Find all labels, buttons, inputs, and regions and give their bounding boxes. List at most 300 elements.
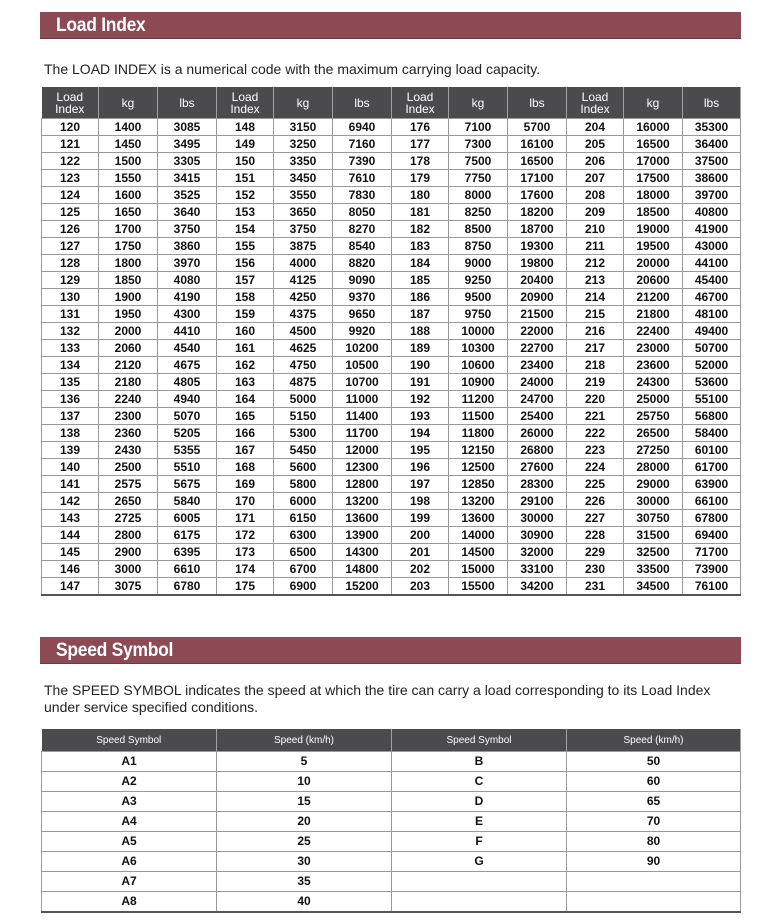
load-cell: 224: [567, 459, 624, 476]
load-cell: 5205: [158, 425, 217, 442]
load-cell: 28300: [508, 476, 567, 493]
load-cell: 180: [392, 187, 449, 204]
load-cell: 142: [42, 493, 99, 510]
load-cell: 3650: [274, 204, 333, 221]
load-cell: 6000: [274, 493, 333, 510]
load-cell: 127: [42, 238, 99, 255]
load-cell: 161: [217, 340, 274, 357]
speed-cell: A4: [42, 812, 217, 832]
speed-cell: 90: [567, 852, 741, 872]
speed-cell: A8: [42, 892, 217, 913]
load-cell: 19500: [624, 238, 683, 255]
load-cell: 5000: [274, 391, 333, 408]
load-cell: 7830: [333, 187, 392, 204]
load-cell: 5150: [274, 408, 333, 425]
load-cell: 8540: [333, 238, 392, 255]
load-cell: 32000: [508, 544, 567, 561]
load-cell: 20000: [624, 255, 683, 272]
load-cell: 8750: [449, 238, 508, 255]
load-cell: 26500: [624, 425, 683, 442]
load-cell: 4410: [158, 323, 217, 340]
load-cell: 24000: [508, 374, 567, 391]
load-cell: 26800: [508, 442, 567, 459]
load-cell: 7610: [333, 170, 392, 187]
load-cell: 130: [42, 289, 99, 306]
load-cell: 2180: [99, 374, 158, 391]
load-cell: 66100: [683, 493, 741, 510]
load-cell: 230: [567, 561, 624, 578]
load-cell: 14500: [449, 544, 508, 561]
speed-symbol-title: Speed Symbol: [56, 640, 174, 661]
load-cell: 29000: [624, 476, 683, 493]
load-cell: 4250: [274, 289, 333, 306]
load-cell: 49400: [683, 323, 741, 340]
load-cell: 150: [217, 153, 274, 170]
load-cell: 4000: [274, 255, 333, 272]
load-cell: 13600: [333, 510, 392, 527]
load-cell: 31500: [624, 527, 683, 544]
load-index-intro: The LOAD INDEX is a numerical code with the maximum carrying load capacity.: [44, 61, 541, 77]
load-cell: 24700: [508, 391, 567, 408]
load-cell: 69400: [683, 527, 741, 544]
load-cell: 120: [42, 119, 99, 136]
load-cell: 2360: [99, 425, 158, 442]
load-cell: 221: [567, 408, 624, 425]
load-cell: 2240: [99, 391, 158, 408]
load-cell: 7390: [333, 153, 392, 170]
load-cell: 6150: [274, 510, 333, 527]
load-cell: 2430: [99, 442, 158, 459]
speed-cell: [567, 892, 741, 913]
load-cell: 12300: [333, 459, 392, 476]
load-cell: 22400: [624, 323, 683, 340]
load-cell: 14000: [449, 527, 508, 544]
load-cell: 3415: [158, 170, 217, 187]
load-cell: 198: [392, 493, 449, 510]
load-cell: 9500: [449, 289, 508, 306]
load-cell: 2060: [99, 340, 158, 357]
load-cell: 6005: [158, 510, 217, 527]
load-cell: 6940: [333, 119, 392, 136]
load-cell: 1400: [99, 119, 158, 136]
load-cell: 228: [567, 527, 624, 544]
speed-row: [42, 772, 741, 792]
load-cell: 5070: [158, 408, 217, 425]
load-cell: 169: [217, 476, 274, 493]
load-cell: 229: [567, 544, 624, 561]
load-cell: 16000: [624, 119, 683, 136]
load-cell: 167: [217, 442, 274, 459]
load-cell: 3085: [158, 119, 217, 136]
load-cell: 123: [42, 170, 99, 187]
load-cell: 8050: [333, 204, 392, 221]
load-cell: 1900: [99, 289, 158, 306]
load-cell: 33100: [508, 561, 567, 578]
load-cell: 13200: [333, 493, 392, 510]
load-cell: 4750: [274, 357, 333, 374]
load-cell: 4125: [274, 272, 333, 289]
load-cell: 204: [567, 119, 624, 136]
load-cell: 186: [392, 289, 449, 306]
load-cell: 3450: [274, 170, 333, 187]
load-cell: 39700: [683, 187, 741, 204]
load-cell: 1950: [99, 306, 158, 323]
load-row: [42, 527, 741, 544]
load-cell: 18700: [508, 221, 567, 238]
load-header-cell: Load Index: [392, 87, 449, 119]
load-cell: 211: [567, 238, 624, 255]
load-cell: 149: [217, 136, 274, 153]
load-cell: 126: [42, 221, 99, 238]
load-cell: 6175: [158, 527, 217, 544]
load-cell: 6700: [274, 561, 333, 578]
load-cell: 8270: [333, 221, 392, 238]
speed-header-cell: Speed (km/h): [567, 729, 741, 752]
speed-cell: 5: [217, 752, 392, 772]
load-cell: 196: [392, 459, 449, 476]
load-cell: 148: [217, 119, 274, 136]
load-cell: 21200: [624, 289, 683, 306]
speed-row: [42, 752, 741, 772]
load-cell: 13900: [333, 527, 392, 544]
load-cell: 9090: [333, 272, 392, 289]
load-cell: 216: [567, 323, 624, 340]
load-cell: 195: [392, 442, 449, 459]
speed-symbol-section-header: [40, 637, 741, 664]
load-cell: 3750: [274, 221, 333, 238]
load-cell: 41900: [683, 221, 741, 238]
load-row: [42, 357, 741, 374]
speed-cell: C: [392, 772, 567, 792]
load-cell: 206: [567, 153, 624, 170]
load-cell: 10300: [449, 340, 508, 357]
load-cell: 50700: [683, 340, 741, 357]
load-header-cell: lbs: [158, 87, 217, 119]
load-cell: 166: [217, 425, 274, 442]
load-cell: 185: [392, 272, 449, 289]
load-cell: 2000: [99, 323, 158, 340]
load-cell: 9370: [333, 289, 392, 306]
load-cell: 170: [217, 493, 274, 510]
load-cell: 23000: [624, 340, 683, 357]
speed-cell: 80: [567, 832, 741, 852]
load-header-cell: kg: [99, 87, 158, 119]
load-cell: 10700: [333, 374, 392, 391]
load-cell: 22000: [508, 323, 567, 340]
load-cell: 1650: [99, 204, 158, 221]
speed-symbol-table: [41, 729, 741, 913]
load-cell: 71700: [683, 544, 741, 561]
load-cell: 129: [42, 272, 99, 289]
speed-cell: 35: [217, 872, 392, 892]
load-cell: 20600: [624, 272, 683, 289]
speed-cell: A5: [42, 832, 217, 852]
load-cell: 14300: [333, 544, 392, 561]
load-cell: 9250: [449, 272, 508, 289]
load-cell: 183: [392, 238, 449, 255]
load-cell: 162: [217, 357, 274, 374]
speed-cell: B: [392, 752, 567, 772]
load-header-cell: kg: [274, 87, 333, 119]
load-cell: 58400: [683, 425, 741, 442]
speed-row: [42, 832, 741, 852]
load-cell: 16500: [508, 153, 567, 170]
load-cell: 13600: [449, 510, 508, 527]
load-cell: 17100: [508, 170, 567, 187]
load-cell: 223: [567, 442, 624, 459]
load-cell: 143: [42, 510, 99, 527]
load-cell: 3150: [274, 119, 333, 136]
load-row: [42, 136, 741, 153]
load-cell: 2900: [99, 544, 158, 561]
load-cell: 36400: [683, 136, 741, 153]
load-cell: 29100: [508, 493, 567, 510]
load-cell: 171: [217, 510, 274, 527]
load-cell: 60100: [683, 442, 741, 459]
load-cell: 2725: [99, 510, 158, 527]
load-cell: 177: [392, 136, 449, 153]
load-cell: 3550: [274, 187, 333, 204]
load-cell: 189: [392, 340, 449, 357]
load-cell: 1750: [99, 238, 158, 255]
load-cell: 184: [392, 255, 449, 272]
speed-cell: D: [392, 792, 567, 812]
load-cell: 17500: [624, 170, 683, 187]
load-cell: 19300: [508, 238, 567, 255]
speed-symbol-header-row: [42, 729, 741, 752]
load-cell: 10900: [449, 374, 508, 391]
load-cell: 22700: [508, 340, 567, 357]
load-row: [42, 255, 741, 272]
load-cell: 141: [42, 476, 99, 493]
speed-cell: 25: [217, 832, 392, 852]
load-row: [42, 561, 741, 578]
load-row: [42, 272, 741, 289]
load-cell: 164: [217, 391, 274, 408]
load-cell: 152: [217, 187, 274, 204]
speed-cell: 70: [567, 812, 741, 832]
load-cell: 37500: [683, 153, 741, 170]
load-cell: 5600: [274, 459, 333, 476]
load-cell: 160: [217, 323, 274, 340]
load-cell: 8500: [449, 221, 508, 238]
load-cell: 9750: [449, 306, 508, 323]
load-cell: 9920: [333, 323, 392, 340]
speed-cell: F: [392, 832, 567, 852]
speed-cell: [392, 892, 567, 913]
load-cell: 3075: [99, 578, 158, 596]
load-cell: 145: [42, 544, 99, 561]
load-cell: 1500: [99, 153, 158, 170]
load-cell: 179: [392, 170, 449, 187]
load-cell: 176: [392, 119, 449, 136]
load-cell: 26000: [508, 425, 567, 442]
load-cell: 4675: [158, 357, 217, 374]
load-cell: 5450: [274, 442, 333, 459]
load-cell: 2500: [99, 459, 158, 476]
load-cell: 10600: [449, 357, 508, 374]
speed-row: [42, 872, 741, 892]
load-cell: 34500: [624, 578, 683, 596]
load-cell: 197: [392, 476, 449, 493]
load-cell: 1450: [99, 136, 158, 153]
load-cell: 201: [392, 544, 449, 561]
load-cell: 6780: [158, 578, 217, 596]
load-cell: 18200: [508, 204, 567, 221]
load-cell: 20900: [508, 289, 567, 306]
load-cell: 3350: [274, 153, 333, 170]
load-cell: 15200: [333, 578, 392, 596]
load-cell: 38600: [683, 170, 741, 187]
load-cell: 5800: [274, 476, 333, 493]
load-cell: 134: [42, 357, 99, 374]
load-cell: 4500: [274, 323, 333, 340]
load-cell: 15000: [449, 561, 508, 578]
speed-cell: 15: [217, 792, 392, 812]
load-cell: 218: [567, 357, 624, 374]
load-cell: 24300: [624, 374, 683, 391]
load-cell: 5700: [508, 119, 567, 136]
load-cell: 147: [42, 578, 99, 596]
speed-header-cell: Speed (km/h): [217, 729, 392, 752]
load-cell: 30000: [624, 493, 683, 510]
load-cell: 199: [392, 510, 449, 527]
load-cell: 21500: [508, 306, 567, 323]
load-cell: 4540: [158, 340, 217, 357]
load-cell: 5355: [158, 442, 217, 459]
load-cell: 231: [567, 578, 624, 596]
load-row: [42, 425, 741, 442]
load-header-cell: lbs: [508, 87, 567, 119]
load-row: [42, 306, 741, 323]
load-cell: 32500: [624, 544, 683, 561]
load-row: [42, 408, 741, 425]
load-cell: 2120: [99, 357, 158, 374]
load-cell: 25400: [508, 408, 567, 425]
load-cell: 12000: [333, 442, 392, 459]
load-cell: 207: [567, 170, 624, 187]
load-cell: 181: [392, 204, 449, 221]
load-cell: 34200: [508, 578, 567, 596]
load-row: [42, 119, 741, 136]
load-cell: 53600: [683, 374, 741, 391]
speed-cell: 20: [217, 812, 392, 832]
load-cell: 2300: [99, 408, 158, 425]
load-cell: 5300: [274, 425, 333, 442]
load-cell: 43000: [683, 238, 741, 255]
load-cell: 124: [42, 187, 99, 204]
load-cell: 154: [217, 221, 274, 238]
load-row: [42, 391, 741, 408]
load-cell: 16500: [624, 136, 683, 153]
load-cell: 3525: [158, 187, 217, 204]
load-cell: 3750: [158, 221, 217, 238]
load-cell: 217: [567, 340, 624, 357]
load-row: [42, 578, 741, 596]
load-row: [42, 221, 741, 238]
load-cell: 6300: [274, 527, 333, 544]
load-cell: 4875: [274, 374, 333, 391]
load-cell: 122: [42, 153, 99, 170]
load-cell: 67800: [683, 510, 741, 527]
load-cell: 172: [217, 527, 274, 544]
load-cell: 23400: [508, 357, 567, 374]
load-row: [42, 170, 741, 187]
load-cell: 6500: [274, 544, 333, 561]
load-row: [42, 374, 741, 391]
speed-symbol-intro-line2: under service specified conditions.: [44, 699, 259, 715]
load-cell: 193: [392, 408, 449, 425]
load-cell: 40800: [683, 204, 741, 221]
load-cell: 45400: [683, 272, 741, 289]
load-cell: 17000: [624, 153, 683, 170]
speed-cell: A7: [42, 872, 217, 892]
load-cell: 1800: [99, 255, 158, 272]
load-cell: 8000: [449, 187, 508, 204]
load-cell: 56800: [683, 408, 741, 425]
load-row: [42, 340, 741, 357]
load-cell: 17600: [508, 187, 567, 204]
load-cell: 11700: [333, 425, 392, 442]
load-cell: 35300: [683, 119, 741, 136]
load-cell: 3875: [274, 238, 333, 255]
load-cell: 11800: [449, 425, 508, 442]
load-cell: 4080: [158, 272, 217, 289]
speed-row: [42, 792, 741, 812]
load-cell: 12150: [449, 442, 508, 459]
load-cell: 27600: [508, 459, 567, 476]
load-cell: 25000: [624, 391, 683, 408]
load-cell: 173: [217, 544, 274, 561]
load-cell: 209: [567, 204, 624, 221]
load-header-cell: lbs: [683, 87, 741, 119]
load-cell: 3000: [99, 561, 158, 578]
load-cell: 52000: [683, 357, 741, 374]
load-row: [42, 289, 741, 306]
load-cell: 121: [42, 136, 99, 153]
speed-symbol-intro-line1: The SPEED SYMBOL indicates the speed at which the tire can carry a load corresponding to its Load Index: [44, 682, 711, 698]
load-cell: 4625: [274, 340, 333, 357]
load-cell: 153: [217, 204, 274, 221]
load-cell: 5510: [158, 459, 217, 476]
load-cell: 222: [567, 425, 624, 442]
load-cell: 128: [42, 255, 99, 272]
load-cell: 182: [392, 221, 449, 238]
load-cell: 192: [392, 391, 449, 408]
load-cell: 159: [217, 306, 274, 323]
load-cell: 210: [567, 221, 624, 238]
load-cell: 5675: [158, 476, 217, 493]
load-cell: 18000: [624, 187, 683, 204]
load-cell: 23600: [624, 357, 683, 374]
load-row: [42, 544, 741, 561]
load-cell: 7160: [333, 136, 392, 153]
load-cell: 7100: [449, 119, 508, 136]
load-cell: 19800: [508, 255, 567, 272]
load-cell: 6395: [158, 544, 217, 561]
load-header-cell: Load Index: [217, 87, 274, 119]
load-cell: 155: [217, 238, 274, 255]
load-cell: 212: [567, 255, 624, 272]
load-cell: 3250: [274, 136, 333, 153]
speed-cell: E: [392, 812, 567, 832]
load-cell: 61700: [683, 459, 741, 476]
load-row: [42, 204, 741, 221]
load-cell: 19000: [624, 221, 683, 238]
load-cell: 190: [392, 357, 449, 374]
load-cell: 227: [567, 510, 624, 527]
load-header-cell: Load Index: [567, 87, 624, 119]
